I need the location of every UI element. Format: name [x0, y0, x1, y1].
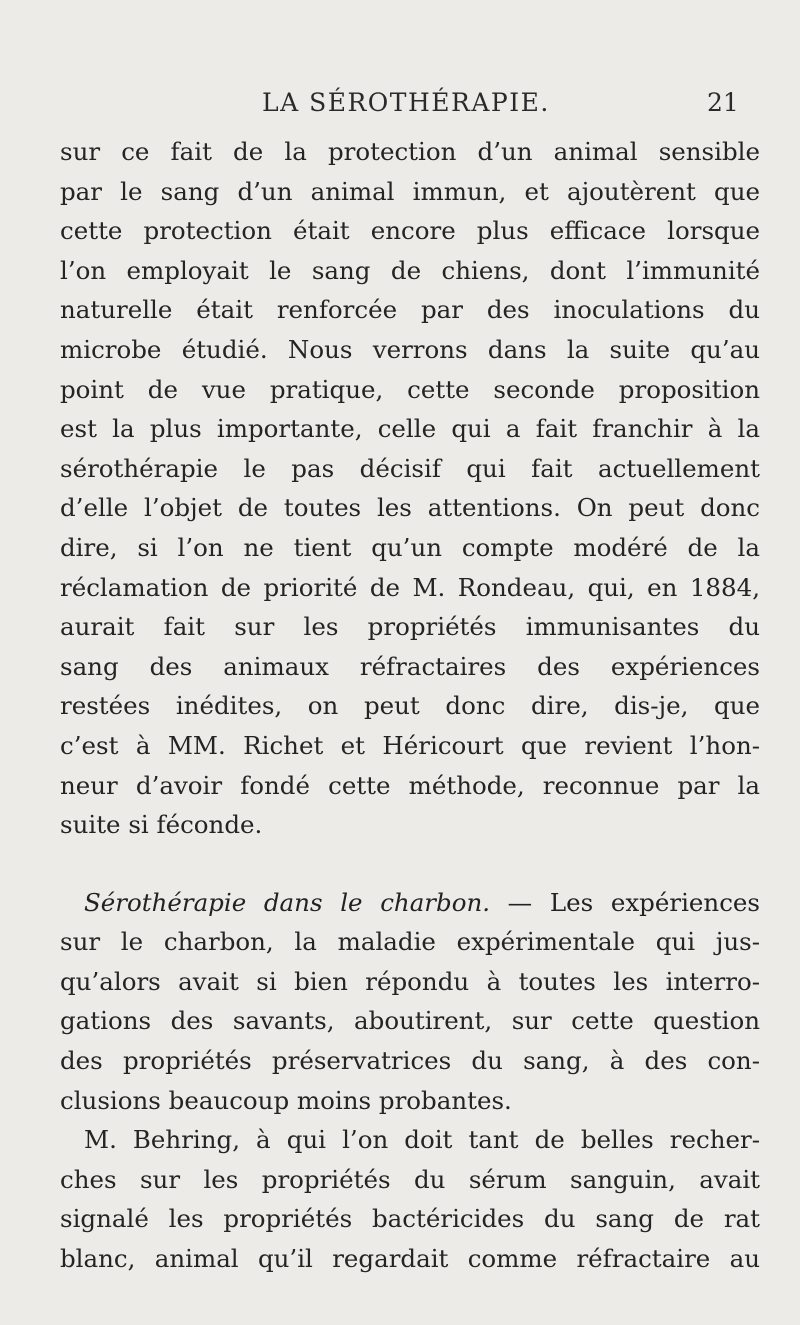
page-header — [0, 88, 800, 128]
text-line: qu’alors avait si bien répondu à toutes les interro- — [60, 966, 760, 996]
paragraph — [60, 1120, 760, 1278]
text-line: sur ce fait de la protection d’un animal sensible — [60, 137, 760, 166]
paragraph — [60, 132, 760, 845]
text-line: l’on employait le sang de chiens, dont l’immunité — [60, 255, 760, 285]
text-line: est la plus importante, celle qui a fait franchir à la — [60, 414, 760, 444]
text-line: sang des animaux réfractaires des expériences — [60, 651, 760, 681]
text-line: d’elle l’objet de toutes les attentions. On peut donc — [60, 493, 760, 523]
body-text — [60, 132, 760, 1279]
section-paragraph — [60, 883, 760, 1121]
text-line: sérothérapie le pas décisif qui fait actuellement — [60, 453, 760, 483]
text-line: ches sur les propriétés du sérum sanguin, avait — [60, 1164, 760, 1194]
text-line: c’est à MM. Richet et Héricourt que revient l’hon- — [60, 730, 760, 760]
text-line: des propriétés préservatrices du sang, à des con- — [60, 1046, 760, 1076]
text-line: suite si féconde. — [60, 810, 263, 840]
text-line: blanc, animal qu’il regardait comme réfractaire au — [60, 1244, 760, 1274]
text-line: point de vue pratique, cette seconde proposition — [60, 374, 760, 404]
section-heading-line — [60, 883, 760, 923]
text-line: neur d’avoir fondé cette méthode, reconnue par la — [60, 770, 760, 800]
text-line: restées inédites, on peut donc dire, dis-je, que — [60, 691, 760, 721]
text-line: gations des savants, aboutirent, sur cette question — [60, 1006, 760, 1036]
text-line: naturelle était renforcée par des inoculations du — [60, 295, 760, 325]
text-line: clusions beaucoup moins probantes. — [60, 1085, 512, 1115]
section-title: Sérothérapie dans le charbon. — [84, 887, 491, 917]
text-line: M. Behring, à qui l’on doit tant de belles recher- — [84, 1125, 760, 1155]
text-line: cette protection était encore plus efficace lorsque — [60, 216, 760, 246]
section-title-rest: — Les expériences — [490, 887, 760, 917]
text-line: microbe étudié. Nous verrons dans la suite qu’au — [60, 334, 760, 364]
text-line: aurait fait sur les propriétés immunisantes du — [60, 612, 760, 642]
text-line: réclamation de priorité de M. Rondeau, qui, en 1884, — [60, 572, 760, 602]
text-line: signalé les propriétés bactéricides du sang de rat — [60, 1204, 760, 1234]
text-line: sur le charbon, la maladie expérimentale qui jus- — [60, 927, 760, 957]
running-title: LA SÉROTHÉRAPIE. — [262, 88, 550, 117]
text-line: dire, si l’on ne tient qu’un compte modéré de la — [60, 532, 760, 562]
text-line: par le sang d’un animal immun, et ajoutèrent que — [60, 176, 760, 206]
page-number: 21 — [707, 88, 739, 117]
